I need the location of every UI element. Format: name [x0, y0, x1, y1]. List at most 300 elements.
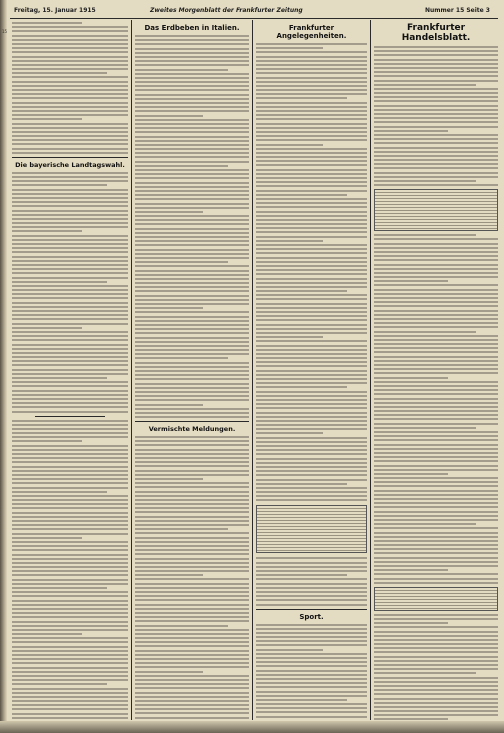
data-table	[374, 189, 498, 231]
text-line	[12, 671, 128, 673]
section-rule	[135, 421, 249, 422]
text-line	[135, 633, 249, 635]
text-line	[256, 399, 367, 401]
text-line	[12, 152, 128, 154]
text-line	[374, 660, 498, 662]
text-line	[135, 169, 249, 171]
text-line	[135, 236, 249, 238]
text-line	[135, 675, 249, 677]
text-line	[374, 301, 498, 303]
text-line	[12, 616, 128, 618]
page-header	[10, 4, 500, 17]
text-line	[135, 537, 249, 539]
text-line	[374, 272, 498, 274]
text-line	[256, 110, 367, 112]
text-line	[256, 185, 367, 187]
text-line	[256, 353, 367, 355]
text-line	[12, 675, 128, 677]
text-line	[256, 93, 367, 95]
text-line	[12, 528, 128, 530]
text-line	[256, 349, 367, 351]
text-line	[12, 512, 128, 514]
text-line	[374, 569, 448, 571]
text-line	[374, 532, 498, 534]
text-line	[12, 688, 128, 690]
text-line	[135, 465, 249, 467]
text-line	[374, 234, 476, 236]
text-line	[135, 219, 249, 221]
text-line	[135, 524, 249, 526]
text-line	[135, 265, 249, 267]
text-line	[256, 479, 367, 481]
text-line	[135, 436, 249, 438]
text-line	[374, 693, 498, 695]
text-line	[135, 679, 249, 681]
text-line	[12, 390, 128, 392]
text-line	[135, 391, 249, 393]
text-line	[256, 181, 367, 183]
text-line	[256, 202, 367, 204]
text-line	[256, 265, 367, 267]
text-line	[135, 532, 249, 534]
text-line	[12, 549, 128, 551]
text-line	[12, 344, 128, 346]
text-line	[256, 420, 367, 422]
text-line	[374, 109, 498, 111]
text-line	[135, 320, 249, 322]
text-line	[256, 127, 367, 129]
text-line	[256, 311, 367, 313]
text-line	[135, 708, 249, 710]
text-line	[256, 716, 367, 718]
text-line	[256, 674, 367, 676]
text-line	[135, 316, 249, 318]
text-line	[135, 578, 249, 580]
text-line	[135, 115, 203, 117]
text-line	[256, 412, 367, 414]
text-line	[135, 337, 249, 339]
text-line	[12, 629, 128, 631]
text-line	[256, 403, 367, 405]
text-line	[12, 281, 107, 283]
text-line	[135, 223, 249, 225]
text-line	[135, 48, 249, 50]
text-line	[12, 700, 128, 702]
text-line	[256, 324, 367, 326]
text-line	[374, 351, 498, 353]
text-line	[135, 173, 249, 175]
text-line	[135, 215, 249, 217]
text-line	[12, 331, 128, 333]
text-line	[135, 345, 249, 347]
text-line	[12, 131, 128, 133]
text-line	[374, 50, 498, 52]
text-line	[135, 366, 249, 368]
text-line	[12, 356, 128, 358]
text-line	[12, 302, 128, 304]
text-line	[12, 26, 128, 28]
text-line	[374, 393, 498, 395]
text-line	[12, 507, 128, 509]
text-line	[135, 658, 249, 660]
section-heading: Frankfurter Angelegenheiten.	[276, 24, 347, 40]
text-line	[12, 533, 128, 535]
text-line	[12, 641, 128, 643]
text-line	[256, 215, 367, 217]
text-line	[135, 650, 249, 652]
text-line	[135, 290, 249, 292]
text-line	[12, 314, 128, 316]
text-line	[12, 373, 128, 375]
text-line	[135, 499, 249, 501]
text-line	[135, 374, 249, 376]
text-line	[12, 184, 107, 186]
text-line	[256, 599, 367, 601]
text-line	[374, 360, 498, 362]
text-line	[135, 73, 249, 75]
text-line	[374, 247, 498, 249]
text-line	[12, 654, 128, 656]
header-edition: Zweites Morgenblatt der Frankfurter Zeitung	[150, 7, 303, 14]
text-line	[374, 305, 498, 307]
text-line	[12, 180, 128, 182]
text-line	[374, 284, 498, 286]
text-line	[135, 307, 203, 309]
text-line	[12, 612, 128, 614]
text-line	[135, 123, 249, 125]
text-line	[256, 691, 367, 693]
text-line	[135, 127, 249, 129]
text-line	[135, 453, 249, 455]
text-line	[256, 85, 367, 87]
text-line	[374, 527, 498, 529]
text-line	[135, 43, 249, 45]
text-line	[374, 714, 498, 716]
text-line	[135, 654, 249, 656]
text-line	[135, 570, 249, 572]
text-line	[374, 105, 498, 107]
text-line	[12, 352, 128, 354]
text-line	[135, 478, 203, 480]
text-line	[256, 72, 367, 74]
text-line	[256, 223, 367, 225]
text-line	[374, 389, 498, 391]
text-line	[12, 264, 128, 266]
text-line	[135, 177, 249, 179]
text-line	[12, 406, 128, 408]
text-line	[374, 710, 498, 712]
text-line	[135, 444, 249, 446]
text-line	[12, 339, 128, 341]
text-line	[374, 268, 498, 270]
text-line	[12, 650, 128, 652]
text-line	[12, 554, 128, 556]
text-line	[256, 152, 367, 154]
text-line	[135, 136, 249, 138]
text-line	[12, 495, 128, 497]
text-line	[12, 679, 128, 681]
text-line	[256, 319, 367, 321]
text-line	[135, 645, 249, 647]
text-line	[12, 102, 128, 104]
text-line	[374, 343, 498, 345]
text-line	[135, 140, 249, 142]
text-line	[256, 160, 367, 162]
text-line	[135, 404, 203, 406]
text-line	[374, 117, 498, 119]
text-line	[374, 100, 498, 102]
text-line	[374, 540, 498, 542]
text-line	[256, 487, 367, 489]
text-line	[12, 662, 128, 664]
text-line	[256, 441, 367, 443]
text-line	[256, 474, 367, 476]
text-line	[256, 68, 367, 70]
text-line	[12, 402, 128, 404]
text-line	[256, 89, 367, 91]
text-line	[374, 561, 498, 563]
text-line	[256, 177, 367, 179]
column-4	[374, 22, 498, 720]
text-line	[12, 524, 128, 526]
section-heading: Das Erdbeben in Italien.	[144, 24, 240, 32]
text-line	[12, 704, 128, 706]
text-line	[256, 257, 367, 259]
text-line	[256, 248, 367, 250]
text-line	[135, 332, 249, 334]
text-line	[256, 483, 347, 485]
text-line	[135, 637, 249, 639]
text-line	[374, 134, 498, 136]
text-line	[135, 449, 249, 451]
text-line	[374, 456, 498, 458]
text-line	[135, 328, 249, 330]
text-line	[12, 364, 128, 366]
text-line	[374, 335, 498, 337]
text-line	[374, 80, 498, 82]
text-line	[12, 35, 128, 37]
text-line	[374, 293, 498, 295]
text-line	[374, 326, 498, 328]
text-line	[256, 699, 347, 701]
text-line	[135, 357, 228, 359]
text-line	[12, 143, 128, 145]
text-line	[135, 198, 249, 200]
text-line	[12, 637, 128, 639]
text-line	[135, 110, 249, 112]
text-line	[12, 385, 128, 387]
text-line	[374, 75, 498, 77]
text-line	[12, 335, 128, 337]
text-line	[374, 651, 498, 653]
text-line	[12, 110, 128, 112]
text-line	[135, 299, 249, 301]
section-rule	[256, 609, 367, 610]
text-line	[256, 466, 367, 468]
text-line	[12, 176, 128, 178]
text-line	[135, 362, 249, 364]
text-line	[374, 511, 498, 513]
text-line	[12, 89, 128, 91]
text-line	[135, 608, 249, 610]
text-line	[12, 562, 128, 564]
text-line	[374, 573, 498, 575]
text-line	[135, 395, 249, 397]
text-line	[135, 60, 249, 62]
text-line	[12, 218, 128, 220]
text-line	[374, 706, 498, 708]
text-line	[135, 541, 249, 543]
text-line	[374, 502, 498, 504]
text-line	[135, 253, 249, 255]
text-line	[135, 491, 249, 493]
text-line	[12, 482, 128, 484]
text-line	[135, 324, 249, 326]
text-line	[135, 616, 249, 618]
text-line	[374, 331, 476, 333]
text-line	[374, 444, 498, 446]
text-line	[12, 424, 128, 426]
text-line	[12, 625, 128, 627]
text-line	[12, 285, 128, 287]
text-line	[374, 460, 498, 462]
text-line	[135, 228, 249, 230]
text-line	[256, 424, 367, 426]
text-line	[256, 649, 323, 651]
text-line	[135, 152, 249, 154]
text-line	[135, 562, 249, 564]
header-page-number: Nummer 15 Seite 3	[424, 7, 490, 14]
text-line	[374, 668, 498, 670]
text-line	[12, 604, 128, 606]
text-line	[256, 290, 347, 292]
text-line	[256, 682, 367, 684]
text-line	[135, 94, 249, 96]
text-line	[374, 614, 498, 616]
text-line	[135, 599, 249, 601]
text-line	[12, 260, 128, 262]
text-line	[256, 562, 367, 564]
text-line	[374, 523, 476, 525]
text-line	[12, 277, 128, 279]
text-line	[12, 22, 82, 24]
text-line	[256, 365, 367, 367]
text-line	[374, 255, 498, 257]
text-line	[256, 416, 367, 418]
text-line	[374, 477, 498, 479]
text-line	[374, 180, 476, 182]
text-line	[135, 461, 249, 463]
text-line	[374, 423, 498, 425]
column-divider	[370, 20, 371, 720]
text-line	[256, 703, 367, 705]
page-bottom-edge	[0, 721, 504, 733]
text-line	[256, 695, 367, 697]
text-line	[256, 374, 367, 376]
text-line	[12, 487, 128, 489]
text-line	[12, 381, 128, 383]
text-line	[12, 394, 128, 396]
text-line	[256, 462, 367, 464]
text-line	[12, 595, 128, 597]
text-line	[256, 428, 367, 430]
text-line	[256, 686, 367, 688]
text-line	[135, 412, 249, 414]
text-line	[135, 612, 249, 614]
text-line	[135, 482, 249, 484]
text-line	[374, 639, 498, 641]
text-line	[135, 587, 249, 589]
text-line	[135, 662, 249, 664]
text-line	[12, 470, 128, 472]
text-line	[12, 139, 128, 141]
text-line	[374, 557, 498, 559]
text-line	[256, 240, 323, 242]
text-line	[135, 625, 228, 627]
text-line	[12, 239, 128, 241]
text-line	[135, 629, 249, 631]
text-line	[135, 182, 249, 184]
text-line	[135, 148, 249, 150]
text-line	[256, 60, 367, 62]
text-line	[374, 635, 498, 637]
text-line	[12, 658, 128, 660]
text-line	[12, 327, 82, 329]
text-line	[12, 713, 128, 715]
text-line	[374, 448, 498, 450]
text-line	[374, 498, 498, 500]
text-line	[256, 51, 367, 53]
text-line	[374, 276, 498, 278]
text-line	[256, 636, 367, 638]
text-line	[135, 399, 249, 401]
text-line	[374, 176, 498, 178]
text-line	[256, 574, 347, 576]
text-line	[12, 436, 128, 438]
text-line	[135, 495, 249, 497]
text-line	[256, 173, 367, 175]
text-line	[135, 486, 249, 488]
text-line	[135, 102, 249, 104]
text-line	[135, 257, 249, 259]
text-line	[135, 474, 249, 476]
text-line	[256, 653, 367, 655]
text-line	[374, 578, 498, 580]
text-line	[374, 681, 498, 683]
text-line	[374, 618, 498, 620]
text-line	[12, 646, 128, 648]
text-line	[135, 190, 249, 192]
text-line	[256, 252, 367, 254]
text-line	[374, 631, 498, 633]
text-line	[374, 310, 498, 312]
text-line	[256, 632, 367, 634]
text-line	[374, 289, 498, 291]
text-line	[374, 656, 498, 658]
text-line	[374, 406, 498, 408]
text-line	[12, 683, 107, 685]
text-line	[256, 445, 367, 447]
text-line	[374, 506, 498, 508]
text-line	[256, 211, 367, 213]
book-spine	[0, 0, 7, 733]
text-line	[12, 51, 128, 53]
text-line	[12, 172, 128, 174]
text-line	[12, 457, 128, 459]
text-line	[256, 395, 367, 397]
text-line	[256, 269, 367, 271]
text-line	[256, 386, 347, 388]
